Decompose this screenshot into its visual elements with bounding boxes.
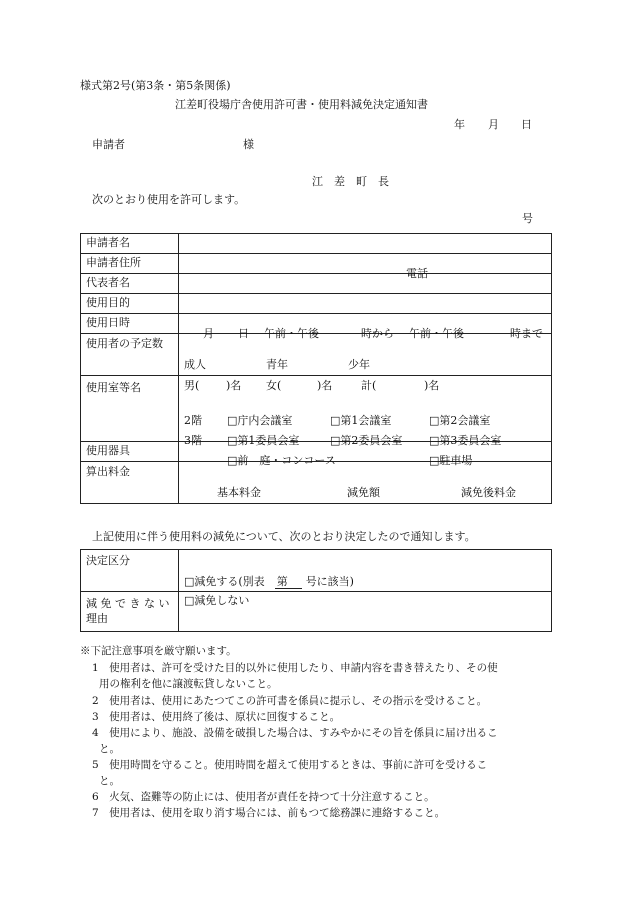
decision-option-reduce[interactable] [184, 575, 354, 589]
note-4-line-2: と。 [99, 743, 120, 755]
row-fee [81, 462, 552, 504]
room-checkbox-committee-2[interactable]: □第2委員会室 [330, 433, 403, 447]
phone-label: 電話 [406, 266, 428, 280]
room-checkbox-front-garden[interactable]: □前 庭・コンコース [227, 453, 336, 467]
room-checkbox-council-meeting[interactable]: □庁内会議室 [227, 413, 293, 427]
applicant-address-label: 申請者住所 [81, 254, 179, 274]
datetime-field[interactable] [179, 314, 552, 340]
decision-option-no-reduce[interactable]: □減免しない [184, 593, 250, 607]
floor-2-label: 2階 [184, 413, 202, 427]
note-5-line-1: 5 使用時間を守ること。使用時間を超えて使用するときは、事前に許可を受けるこ [92, 759, 488, 771]
row-representative [81, 274, 552, 294]
honorific: 様 [243, 138, 254, 151]
decision-option-reduce-text: □減免する(別表 [184, 574, 265, 588]
representative-label: 代表者名 [81, 274, 179, 294]
fee-after-header: 減免後料金 [461, 485, 516, 499]
note-5-line-2: と。 [99, 775, 120, 787]
row-rooms [81, 376, 552, 442]
attendees-female: 女( [266, 378, 282, 392]
applicant-name-field[interactable] [179, 234, 552, 254]
room-checkbox-meeting-2[interactable]: □第2会議室 [429, 413, 491, 427]
form-number: 様式第2号(第3条・第5条関係) [80, 79, 231, 92]
room-checkbox-parking[interactable]: □駐車場 [429, 453, 473, 467]
datetime-day: 日 [238, 326, 249, 340]
note-4-line-1: 4 使用により、施設、設備を破損した場合は、すみやかにその旨を係員に届け出るこ [92, 727, 498, 739]
representative-field[interactable] [179, 274, 552, 294]
decision-label: 決定区分 [81, 550, 179, 592]
number-label: 号 [522, 212, 533, 225]
room-checkbox-committee-3[interactable]: □第3委員会室 [429, 433, 502, 447]
schedule-number-field[interactable]: 第 [275, 575, 302, 589]
applicant-address-field[interactable] [179, 254, 552, 280]
row-decision [81, 550, 552, 592]
row-purpose [81, 294, 552, 314]
date-year-label: 年 [454, 118, 465, 131]
date-day-label: 日 [521, 118, 532, 131]
purpose-label: 使用目的 [81, 294, 179, 314]
note-3: 3 使用者は、使用終了後は、原状に回復すること。 [92, 711, 341, 723]
attendees-total: 計( [361, 378, 377, 392]
fee-label: 算出料金 [81, 462, 179, 504]
notes-header: ※下記注意事項を厳守願います。 [80, 645, 237, 657]
fee-reduction-header: 減免額 [347, 485, 380, 499]
attendees-total-close: )名 [424, 378, 440, 392]
note-6: 6 火気、盗難等の防止には、使用者が責任を持つて十分注意すること。 [92, 791, 435, 803]
note-2: 2 使用者は、使用にあたつてこの許可書を係員に提示し、その指示を受けること。 [92, 695, 488, 707]
reason-label [81, 592, 179, 632]
note-1-line-1: 1 使用者は、許可を受けた目的以外に使用したり、申請内容を書き替えたり、その使 [92, 662, 498, 674]
datetime-month: 月 [203, 326, 214, 340]
decision-notice: 上記使用に伴う使用料の減免について、次のとおり決定したので通知します。 [92, 530, 476, 543]
reason-label-line-2: 理由 [86, 612, 108, 625]
attendees-youth: 青年 [266, 357, 288, 371]
date-month-label: 月 [488, 118, 499, 131]
document-title: 江差町役場庁舎使用許可書・使用料減免決定通知書 [175, 98, 428, 111]
note-7: 7 使用者は、使用を取り消す場合には、前もつて総務課に連絡すること。 [92, 807, 446, 819]
attendees-label: 使用者の予定数 [81, 334, 179, 376]
rooms-label: 使用室等名 [81, 376, 179, 442]
attendees-female-close: )名 [317, 378, 333, 392]
room-checkbox-meeting-1[interactable]: □第1会議室 [330, 413, 392, 427]
datetime-label: 使用日時 [81, 314, 179, 334]
attendees-child: 少年 [348, 357, 370, 371]
applicant-name-label: 申請者名 [81, 234, 179, 254]
decision-field [179, 550, 552, 607]
decision-table [80, 549, 552, 632]
reason-label-line-1: 減 免 で き な い [86, 597, 170, 610]
row-applicant-name [81, 234, 552, 254]
attendees-male-close: )名 [226, 378, 242, 392]
row-reason [81, 592, 552, 632]
note-1-line-2: 用の権利を他に譲渡転貸しないこと。 [99, 678, 278, 690]
datetime-from: 時から [361, 326, 394, 340]
datetime-until: 時まで [510, 326, 543, 340]
fee-basic-header: 基本料金 [217, 485, 261, 499]
purpose-field[interactable] [179, 294, 552, 314]
row-applicant-address [81, 254, 552, 274]
intro-text: 次のとおり使用を許可します。 [92, 193, 246, 206]
floor-3-label: 3階 [184, 433, 202, 447]
equipment-label: 使用器具 [81, 442, 179, 462]
datetime-ampm-end: 午前・午後 [409, 326, 464, 340]
decision-option-reduce-suffix: 号に該当) [305, 574, 354, 588]
application-table [80, 233, 552, 504]
row-datetime [81, 314, 552, 334]
datetime-ampm-start: 午前・午後 [264, 326, 319, 340]
room-checkbox-committee-1[interactable]: □第1委員会室 [227, 433, 300, 447]
issuer: 江 差 町 長 [312, 175, 389, 188]
fee-field [179, 462, 552, 504]
attendees-male: 男( [184, 378, 200, 392]
applicant-label: 申請者 [92, 138, 125, 151]
attendees-adult: 成人 [184, 357, 206, 371]
